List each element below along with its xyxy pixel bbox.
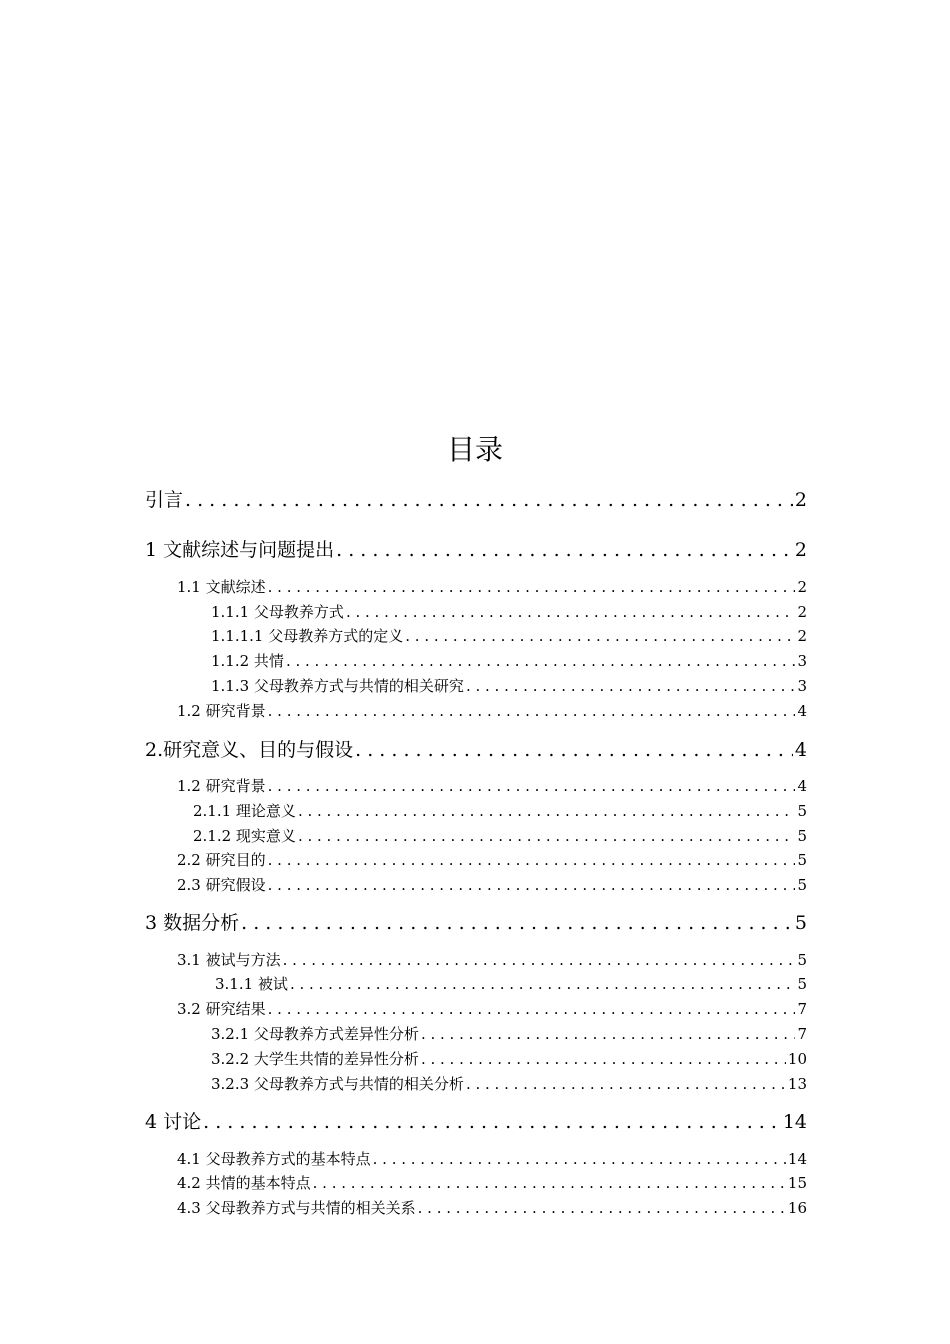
toc-entry-page: 2 bbox=[797, 603, 807, 621]
toc-entry-page: 10 bbox=[787, 1050, 807, 1068]
toc-entry-page: 5 bbox=[797, 876, 807, 894]
toc-entry-label: 3.2.2 大学生共情的差异性分析 bbox=[211, 1050, 419, 1068]
toc-entry-1-1-1[interactable] bbox=[211, 602, 807, 622]
toc-leader-dots bbox=[466, 676, 796, 696]
toc-entry-page: 5 bbox=[794, 912, 807, 934]
toc-entry-2-1-2[interactable] bbox=[193, 826, 807, 846]
toc-entry-page: 7 bbox=[797, 1025, 807, 1043]
toc-entry-3-2-1[interactable] bbox=[211, 1024, 807, 1044]
toc-title: 目录 bbox=[446, 433, 503, 466]
toc-entry-page: 14 bbox=[782, 1111, 807, 1133]
toc-entry-page: 5 bbox=[797, 975, 807, 993]
toc-leader-dots bbox=[298, 826, 796, 846]
toc-entry-3-2-3[interactable] bbox=[211, 1074, 807, 1094]
toc-entry-4-1[interactable] bbox=[177, 1149, 807, 1169]
toc-entry-label: 1.2 研究背景 bbox=[177, 777, 266, 795]
toc-entry-page: 4 bbox=[794, 739, 807, 761]
toc-entry-2[interactable] bbox=[145, 737, 807, 763]
toc-entry-1-1-3[interactable] bbox=[211, 676, 807, 696]
toc-entry-2-2[interactable] bbox=[177, 850, 807, 870]
toc-entry-label: 1.1.2 共情 bbox=[211, 652, 284, 670]
toc-entry-4[interactable] bbox=[145, 1109, 807, 1135]
toc-entry-2-3[interactable] bbox=[177, 875, 807, 895]
toc-entry-page: 16 bbox=[787, 1199, 807, 1217]
toc-entry-2-background[interactable] bbox=[177, 776, 807, 796]
toc-entry-4-3[interactable] bbox=[177, 1198, 807, 1218]
toc-entry-3[interactable] bbox=[145, 910, 807, 936]
toc-leader-dots bbox=[286, 651, 796, 671]
toc-leader-dots bbox=[373, 1149, 786, 1169]
toc-entry-page: 2 bbox=[794, 539, 807, 561]
toc-entry-label: 1 文献综述与问题提出 bbox=[145, 539, 335, 561]
toc-entry-label: 3.1 被试与方法 bbox=[177, 951, 281, 969]
toc-entry-intro[interactable] bbox=[145, 487, 807, 513]
toc-entry-label: 3 数据分析 bbox=[145, 912, 240, 934]
toc-entry-page: 3 bbox=[797, 677, 807, 695]
toc-entry-label: 3.2.1 父母教养方式差异性分析 bbox=[211, 1025, 419, 1043]
toc-leader-dots bbox=[241, 910, 793, 936]
toc-entry-1-1[interactable] bbox=[177, 577, 807, 597]
toc-leader-dots bbox=[421, 1049, 786, 1069]
toc-entry-label: 4.1 父母教养方式的基本特点 bbox=[177, 1150, 371, 1168]
toc-leader-dots bbox=[421, 1024, 796, 1044]
toc-entry-3-1[interactable] bbox=[177, 950, 807, 970]
toc-entry-page: 5 bbox=[797, 827, 807, 845]
toc-entry-label: 2.2 研究目的 bbox=[177, 851, 266, 869]
toc-entry-page: 5 bbox=[797, 802, 807, 820]
toc-entry-page: 7 bbox=[797, 1000, 807, 1018]
toc-entry-label: 3.1.1 被试 bbox=[215, 975, 288, 993]
toc-entry-page: 13 bbox=[787, 1075, 807, 1093]
toc-leader-dots bbox=[418, 1198, 786, 1218]
toc-leader-dots bbox=[268, 701, 796, 721]
toc-entry-1[interactable] bbox=[145, 537, 807, 563]
toc-leader-dots bbox=[405, 626, 795, 646]
toc-entry-label: 3.2.3 父母教养方式与共情的相关分析 bbox=[211, 1075, 464, 1093]
toc-leader-dots bbox=[203, 1109, 781, 1135]
toc-entry-3-2[interactable] bbox=[177, 999, 807, 1019]
toc-entry-4-2[interactable] bbox=[177, 1173, 807, 1193]
toc-entry-1-1-2[interactable] bbox=[211, 651, 807, 671]
toc-leader-dots bbox=[268, 999, 796, 1019]
toc-leader-dots bbox=[185, 487, 793, 513]
toc-entry-1-1-1-1[interactable] bbox=[211, 626, 807, 646]
toc-entry-3-2-2[interactable] bbox=[211, 1049, 807, 1069]
toc-leader-dots bbox=[283, 950, 796, 970]
toc-entry-page: 2 bbox=[794, 489, 807, 511]
toc-entry-label: 1.1.1.1 父母教养方式的定义 bbox=[211, 627, 404, 645]
toc-entry-label: 1.1 文献综述 bbox=[177, 578, 266, 596]
toc-leader-dots bbox=[268, 776, 796, 796]
toc-entry-page: 3 bbox=[797, 652, 807, 670]
toc-entry-label: 2.1.2 现实意义 bbox=[193, 827, 296, 845]
toc-entry-3-1-1[interactable] bbox=[215, 974, 807, 994]
toc-entry-label: 1.2 研究背景 bbox=[177, 702, 266, 720]
toc-leader-dots bbox=[313, 1173, 786, 1193]
toc-entry-label: 3.2 研究结果 bbox=[177, 1000, 266, 1018]
toc-leader-dots bbox=[466, 1074, 786, 1094]
toc-entry-page: 2 bbox=[797, 578, 807, 596]
toc-leader-dots bbox=[268, 577, 796, 597]
toc-entry-page: 5 bbox=[797, 951, 807, 969]
toc-leader-dots bbox=[346, 602, 796, 622]
toc-entry-page: 5 bbox=[797, 851, 807, 869]
toc-entry-label: 4.2 共情的基本特点 bbox=[177, 1174, 311, 1192]
toc-leader-dots bbox=[298, 801, 796, 821]
toc-entry-page: 4 bbox=[797, 777, 807, 795]
toc-entry-2-1-1[interactable] bbox=[193, 801, 807, 821]
toc-entry-label: 1.1.1 父母教养方式 bbox=[211, 603, 344, 621]
toc-entry-label: 引言 bbox=[145, 489, 184, 511]
toc-entry-label: 1.1.3 父母教养方式与共情的相关研究 bbox=[211, 677, 464, 695]
toc-leader-dots bbox=[355, 737, 793, 763]
toc-entry-label: 4 讨论 bbox=[145, 1111, 202, 1133]
toc-leader-dots bbox=[268, 850, 796, 870]
toc-entry-1-2[interactable] bbox=[177, 701, 807, 721]
toc-leader-dots bbox=[268, 875, 796, 895]
toc-entry-label: 4.3 父母教养方式与共情的相关关系 bbox=[177, 1199, 416, 1217]
toc-entry-label: 2.1.1 理论意义 bbox=[193, 802, 296, 820]
toc-entry-page: 14 bbox=[787, 1150, 807, 1168]
toc-entry-page: 15 bbox=[787, 1174, 807, 1192]
toc-leader-dots bbox=[290, 974, 796, 994]
toc-entry-page: 4 bbox=[797, 702, 807, 720]
toc-entry-label: 2.3 研究假设 bbox=[177, 876, 266, 894]
toc-entry-label: 2.研究意义、目的与假设 bbox=[145, 739, 354, 761]
toc-entry-page: 2 bbox=[797, 627, 807, 645]
toc-leader-dots bbox=[336, 537, 793, 563]
